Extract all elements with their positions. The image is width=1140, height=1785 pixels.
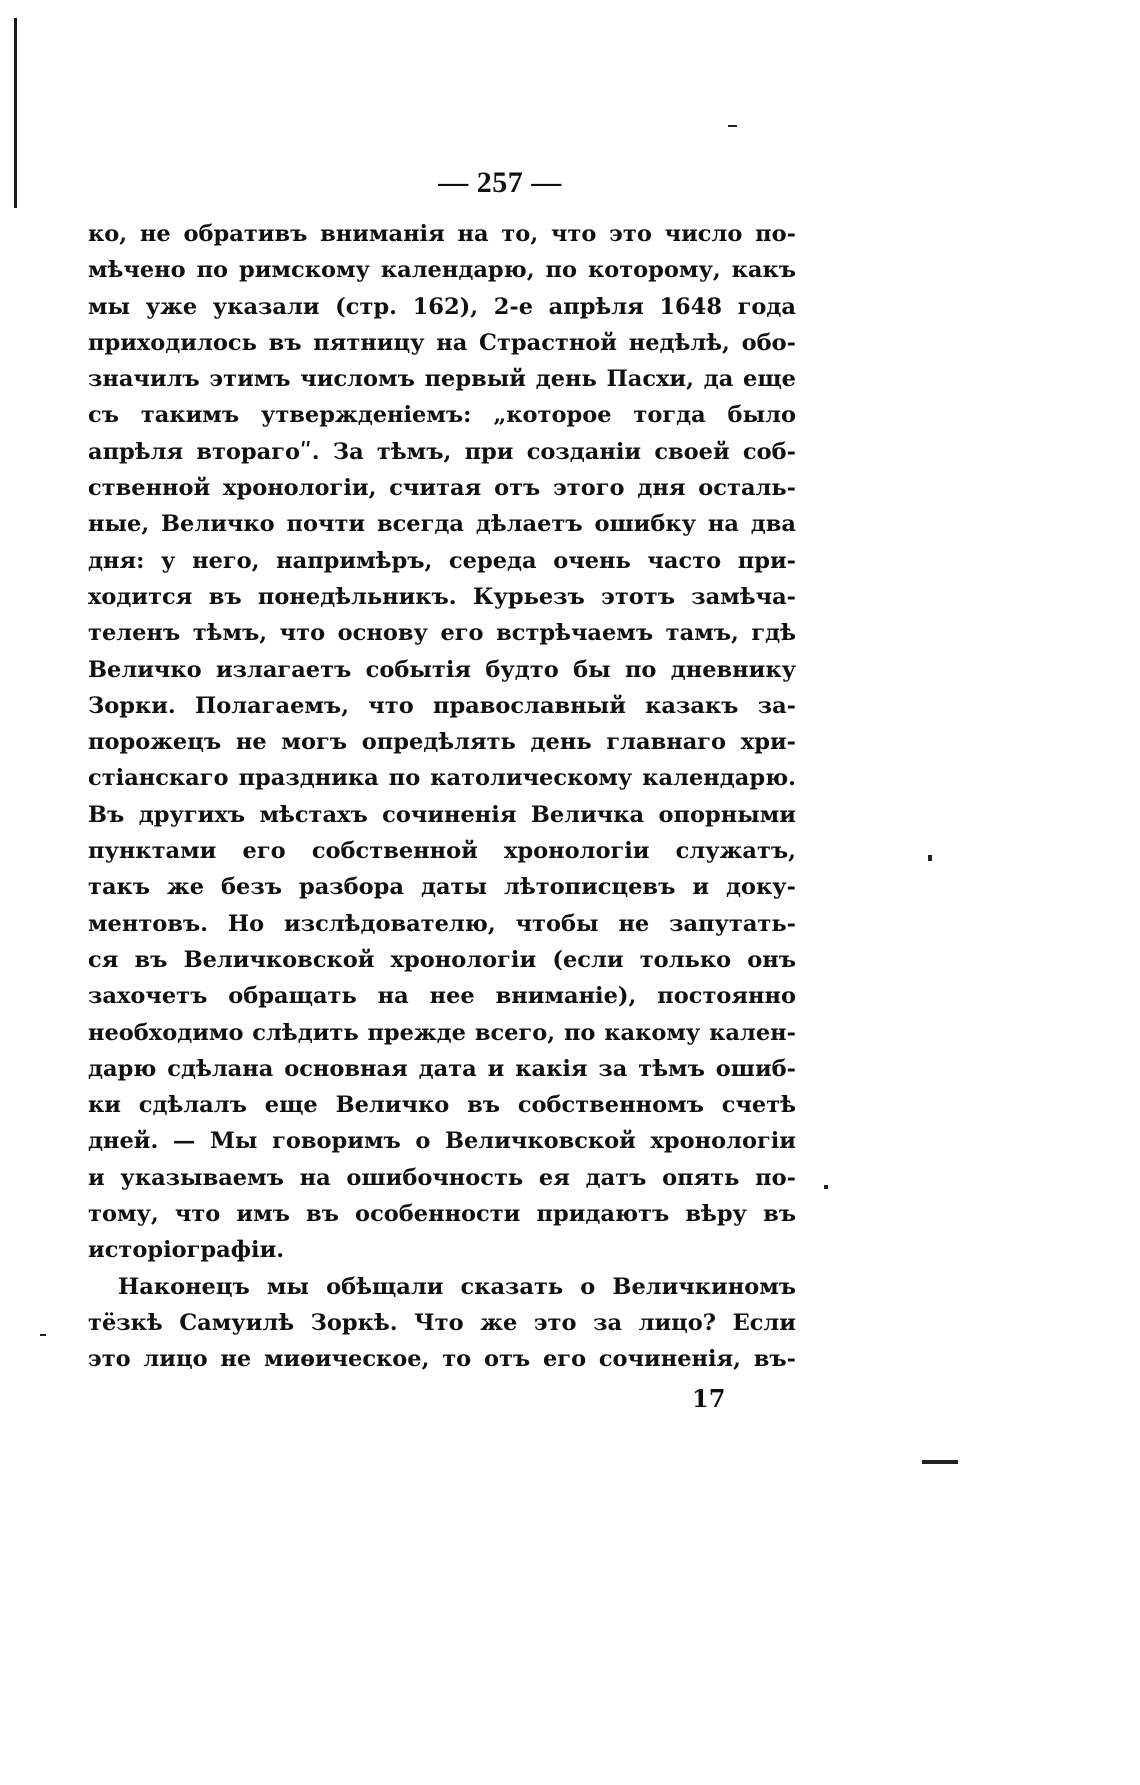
text-line: Наконецъ мы обѣщали сказать о Величкиномъ [118, 1273, 796, 1300]
text-line: это лицо не миѳическое, то отъ его сочиненія, въ- [88, 1346, 796, 1373]
text-line: стіанскаго праздника по католическому календарю. [88, 765, 796, 792]
text-line: ные, Величко почти всегда дѣлаетъ ошибку на два [88, 511, 796, 538]
print-speck [928, 855, 932, 861]
text-line: апрѣля вторагоʺ. За тѣмъ, при созданіи своей соб- [88, 438, 796, 465]
text-line: Зорки. Полагаемъ, что православный казакъ за- [88, 692, 796, 719]
page-number: — 257 — [438, 166, 562, 199]
text-line: теленъ тѣмъ, что основу его встрѣчаемъ тамъ, гдѣ [88, 620, 796, 647]
text-line: дней. — Мы говоримъ о Величковской хронологіи [88, 1128, 796, 1155]
text-line: мѣчено по римскому календарю, по которому, какъ [88, 257, 796, 284]
print-speck [40, 1334, 46, 1336]
signature-mark: 17 [692, 1384, 726, 1413]
text-line: порожецъ не могъ опредѣлять день главнаго хри- [88, 729, 796, 756]
text-line: необходимо слѣдить прежде всего, по какому кален- [88, 1019, 796, 1046]
text-line: мы уже указали (стр. 162), 2-е апрѣля 1648 года [88, 293, 796, 320]
text-line: ки сдѣлалъ еще Величко въ собственномъ счетѣ [88, 1092, 796, 1119]
print-speck [728, 125, 737, 127]
text-line: ственной хронологіи, считая отъ этого дня осталь- [88, 475, 796, 502]
text-line: ходится въ понедѣльникъ. Курьезъ этотъ замѣча- [88, 583, 796, 610]
body-text [88, 216, 796, 1378]
text-line: ся въ Величковской хронологіи (если только онъ [88, 946, 796, 973]
text-line: захочетъ обращать на нее вниманіе), постоянно [88, 983, 796, 1010]
text-line: ко, не обративъ вниманія на то, что это число по- [88, 221, 796, 247]
text-line: Величко излагаетъ событія будто бы по дневнику [88, 656, 796, 683]
text-line: такъ же безъ разбора даты лѣтописцевъ и доку- [88, 874, 796, 901]
text-line: ментовъ. Но изслѣдователю, чтобы не запутать- [88, 910, 796, 937]
text-line: приходилось въ пятницу на Страстной недѣлѣ, обо- [88, 329, 796, 356]
text-line: значилъ этимъ числомъ первый день Пасхи, да еще [88, 366, 796, 393]
print-speck [824, 1185, 828, 1189]
text-line: съ такимъ утвержденіемъ: „которое тогда было [88, 402, 796, 429]
text-line: тёзкѣ Самуилѣ Зоркѣ. Что же это за лицо? Если [88, 1309, 796, 1336]
print-speck [922, 1460, 958, 1464]
text-line: пунктами его собственной хронологіи служатъ, [88, 838, 796, 865]
text-line: дарю сдѣлана основная дата и какія за тѣмъ ошиб- [88, 1055, 796, 1082]
text-line: и указываемъ на ошибочность ея датъ опять по- [88, 1164, 796, 1191]
text-line: исторіографіи. [88, 1237, 285, 1264]
text-line: дня: у него, напримѣръ, середа очень часто при- [88, 547, 796, 574]
text-line: тому, что имъ въ особенности придаютъ вѣру въ [88, 1201, 796, 1228]
text-line: Въ другихъ мѣстахъ сочиненія Величка опорными [88, 801, 796, 828]
